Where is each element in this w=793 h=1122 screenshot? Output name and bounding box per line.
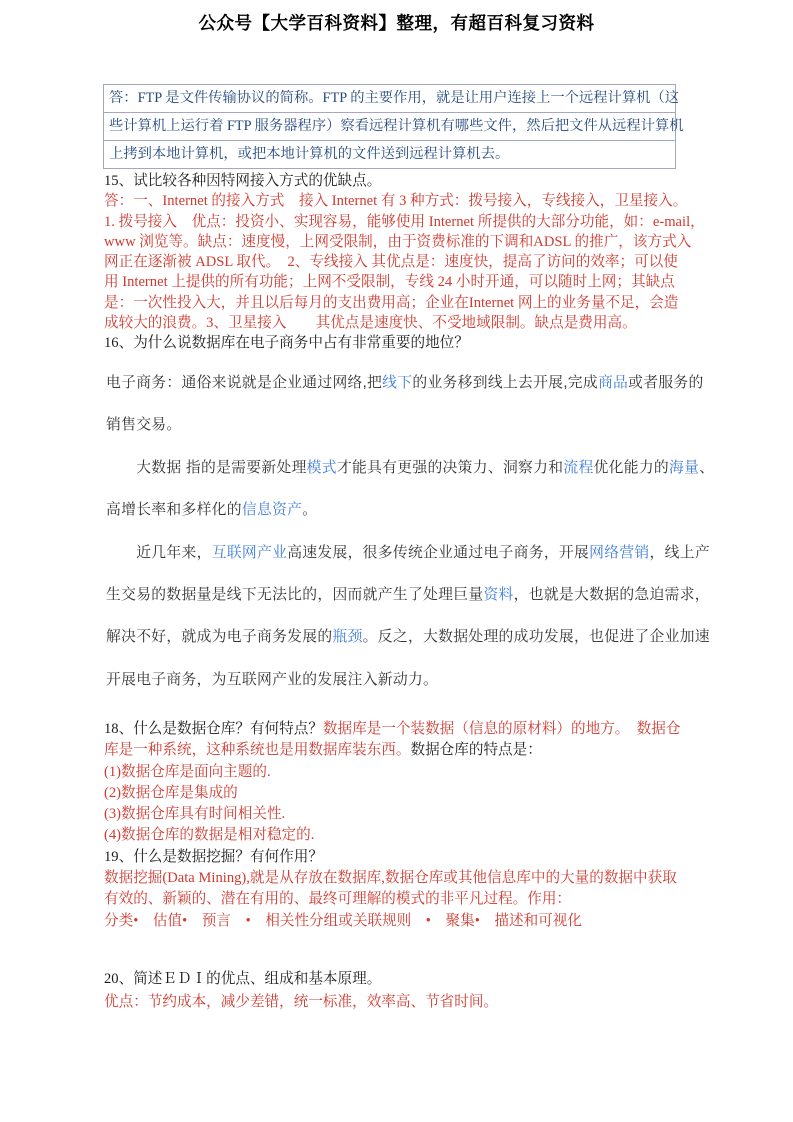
hyperlink[interactable]: 资料	[483, 587, 514, 604]
text-line	[104, 252, 704, 272]
text-line	[103, 84, 680, 113]
hyperlink[interactable]: 信息资产	[241, 502, 303, 519]
text-segment: 销售交易。	[106, 417, 182, 434]
text-segment: 电子商务：通俗来说就是企业通过网络,把	[106, 375, 383, 391]
text-segment: 成较大的浪费。3、卫星接入 其优点是速度快、不受地域限制。缺点是费用高。	[104, 315, 637, 332]
text-line	[104, 171, 704, 191]
text-segment: 优点：节约成本，减少差错，统一标准，效率高、节省时间。	[104, 993, 499, 1010]
text-line	[106, 489, 706, 531]
text-segment: 18、什么是数据仓库？有何特点？	[104, 721, 323, 737]
text-segment: 19、什么是数据挖掘？有何作用？	[104, 848, 323, 865]
text-line	[104, 212, 704, 232]
text-segment: ，线上产	[649, 544, 710, 561]
text-segment: 高增长率和多样化的	[106, 502, 242, 519]
text-segment: 有效的、新颖的、潜在有用的、最终可理解的模式的非平凡过程。作用：	[104, 891, 572, 908]
hyperlink[interactable]: 模式	[306, 459, 337, 476]
hyperlink[interactable]: 商品	[597, 375, 629, 391]
text-segment: (3)数据仓库具有时间相关性.	[104, 806, 286, 823]
text-line	[103, 140, 676, 169]
text-segment: 大数据 指的是需要新处理	[106, 459, 307, 476]
text-line	[104, 333, 704, 353]
text-line	[104, 272, 704, 292]
text-segment: 20、简述ＥＤＩ的优点、组成和基本原理。	[104, 971, 382, 987]
text-line	[104, 804, 704, 825]
text-line	[104, 191, 704, 211]
text-segment: 近几年来，	[106, 544, 212, 561]
text-line	[104, 719, 704, 740]
text-line	[104, 889, 704, 910]
hyperlink[interactable]: 网络营销	[589, 544, 650, 561]
text-segment: 1. 拨号接入 优点：投资小、实现容易，能够使用 Internet 所提供的大部分功能，如：e-mail，	[104, 213, 705, 230]
text-segment: 、	[699, 459, 715, 476]
ecommerce-bigdata-essay	[106, 362, 715, 701]
text-line	[106, 574, 710, 616]
hyperlink[interactable]: 海量	[669, 459, 700, 476]
text-line	[106, 404, 706, 446]
text-segment: 15、试比较各种因特网接入方式的优缺点。	[104, 173, 382, 189]
text-segment: (2)数据仓库是集成的	[104, 784, 238, 801]
text-line	[104, 313, 704, 333]
text-line	[104, 868, 704, 889]
text-segment: 数据挖掘(Data Mining),就是从存放在数据库,数据仓库或其他信息库中的大量的数据中获取	[104, 870, 677, 887]
text-segment: 用 Internet 上提供的所有功能；上网不受限制，专线 24 小时开通，可以随时上网；其缺点	[104, 274, 675, 291]
text-line	[104, 847, 704, 868]
text-segment: 数据仓库的特点是：	[410, 742, 542, 759]
page-title: 公众号【大学百科资料】整理，有超百科复习资料	[198, 13, 595, 33]
text-segment: 或者服务的	[628, 375, 704, 391]
hyperlink[interactable]: 流程	[563, 459, 594, 476]
text-segment: 才能具有更强的决策力、洞察力和	[336, 459, 564, 476]
text-segment: 上拷到本地计算机，或把本地计算机的文件送到远程计算机去。	[109, 146, 510, 162]
text-segment: 。	[302, 502, 318, 519]
text-line	[104, 232, 704, 252]
text-segment: (4)数据仓库的数据是相对稳定的.	[104, 827, 315, 844]
text-line	[104, 911, 704, 932]
text-line	[106, 532, 710, 574]
text-line	[104, 783, 704, 804]
text-segment: 优化能力的	[593, 459, 670, 476]
text-segment: 分类• 估值• 预言 • 相关性分组或关联规则 • 聚集• 描述和可视化	[104, 912, 582, 929]
text-segment: ，也就是大数据的急迫需求，	[513, 587, 710, 604]
text-line	[104, 825, 704, 846]
text-segment: 些计算机上运行着 FTP 服务器程序）察看远程计算机有哪些文件，然后把文件从远程计算机	[109, 118, 684, 134]
question-20-block	[104, 968, 704, 1013]
text-segment: 的业务移到线上去开展,完成	[412, 375, 598, 391]
hyperlink[interactable]: 瓶颈	[332, 629, 363, 646]
text-segment: 是：一次性投入大，并且以后每月的支出费用高；企业在Internet 网上的业务量不足，会造	[104, 294, 679, 311]
text-segment: 网正在逐渐被 ADSL 取代。 2、专线接入 其优点是：速度快，提高了访问的效率；可以使	[104, 254, 678, 271]
hyperlink[interactable]: 互联网产业	[211, 544, 288, 561]
text-segment: 开展电子商务，为互联网产业的发展注入新动力。	[106, 671, 439, 688]
text-segment: 解决不好，就成为电子商务发展的	[106, 629, 333, 646]
text-line	[104, 740, 704, 761]
text-segment: 高速发展，很多传统企业通过电子商务，开展	[287, 544, 590, 561]
text-line	[103, 112, 684, 141]
text-segment: 答：FTP 是文件传输协议的简称。FTP 的主要作用，就是让用户连接上一个远程计算机（这	[109, 90, 680, 106]
text-segment: 16、为什么说数据库在电子商务中占有非常重要的地位？	[104, 335, 469, 352]
text-segment: www 浏览等。缺点：速度慢，上网受限制，由于资费标准的下调和ADSL 的推广，该方式入	[104, 233, 692, 250]
question-18-19-block	[104, 719, 704, 932]
text-segment: (1)数据仓库是面向主题的.	[104, 763, 271, 780]
text-segment: 答：一、Internet 的接入方式 接入 Internet 有 3 种方式：拨号接入，专线接入，卫星接入。	[104, 193, 688, 210]
text-line	[104, 991, 704, 1014]
question-15-16-block	[104, 171, 704, 354]
text-segment: 数据库是一个装数据（信息的原材料）的地方。 数据仓	[322, 721, 681, 737]
text-line	[104, 968, 704, 991]
text-segment: 生交易的数据量是线下无法比的，因而就产生了处理巨量	[106, 587, 484, 604]
text-line	[106, 362, 706, 404]
text-segment: 。反之，大数据处理的成功发展，也促进了企业加速	[362, 629, 710, 646]
text-line	[106, 659, 706, 701]
ftp-answer-box	[103, 84, 684, 169]
text-line	[106, 616, 710, 658]
text-line	[106, 447, 715, 489]
hyperlink[interactable]: 线下	[382, 375, 413, 391]
text-line	[104, 293, 704, 313]
text-segment: 库是一种系统，这种系统也是用数据库装东西。	[104, 742, 411, 759]
text-line	[104, 762, 704, 783]
